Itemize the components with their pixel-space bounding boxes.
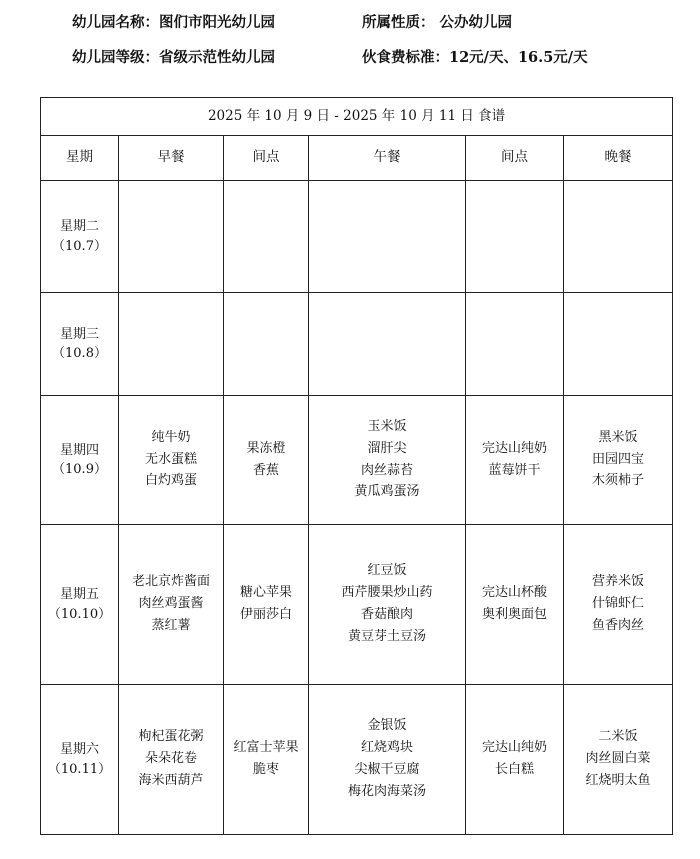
afternoon-snack-cell <box>466 293 564 396</box>
weekday-cell <box>41 181 119 293</box>
meal-fee-standard: 伙食费标准：12元/天、16.5元/天 <box>362 49 588 66</box>
dish-item: 无水蛋糕 <box>144 451 197 467</box>
date-label: （10.9） <box>52 462 107 477</box>
weekly-menu-table <box>40 97 673 835</box>
table-row <box>41 685 673 835</box>
dish-item: 完达山杯酸 <box>481 585 547 601</box>
dish-item: 西芹腰果炒山药 <box>341 585 433 601</box>
dish-item: 红烧鸡块 <box>360 740 413 756</box>
column-header-snack: 间点 <box>466 136 564 181</box>
dish-item: 朵朵花卷 <box>144 751 197 767</box>
date-label: （10.7） <box>52 238 107 254</box>
dish-item: 鱼香肉丝 <box>592 617 645 633</box>
date-label: （10.10） <box>47 606 112 622</box>
weekday-label: 星期三 <box>59 326 99 342</box>
weekday-cell <box>41 525 119 685</box>
menu-title: 2025 年 10 月 9 日 - 2025 年 10 月 11 日 食谱 <box>41 98 673 136</box>
dish-item: 肉丝鸡蛋酱 <box>138 596 204 612</box>
dish-item: 玉米饭 <box>367 418 407 434</box>
dish-item: 金银饭 <box>367 718 407 734</box>
dish-item: 糖心苹果 <box>239 585 292 601</box>
weekday-label: 星期四 <box>59 442 99 458</box>
dish-item: 肉丝圆白菜 <box>585 751 651 767</box>
dish-item: 奥利奥面包 <box>481 607 547 622</box>
dinner-cell <box>564 525 673 685</box>
dish-item: 海米西葫芦 <box>138 772 204 788</box>
kindergarten-grade: 幼儿园等级：省级示范性幼儿园 <box>72 49 275 66</box>
table-row <box>41 293 673 396</box>
weekday-cell <box>41 685 119 835</box>
afternoon-snack-cell <box>466 396 564 525</box>
weekday-cell <box>41 396 119 525</box>
dish-item: 肉丝蒜苔 <box>360 462 413 478</box>
dinner-cell <box>564 181 673 293</box>
breakfast-cell <box>119 396 224 525</box>
column-header-breakfast: 早餐 <box>119 136 224 181</box>
dish-item: 黑米饭 <box>598 429 638 445</box>
dish-item: 蓝莓饼干 <box>488 462 541 478</box>
lunch-cell <box>309 181 466 293</box>
dish-item: 枸杞蛋花粥 <box>138 729 204 745</box>
dish-item: 长白糕 <box>494 762 534 777</box>
morning-snack-cell <box>224 396 309 525</box>
dish-item: 尖椒干豆腐 <box>354 762 420 777</box>
breakfast-cell <box>119 293 224 396</box>
weekday-label: 星期六 <box>59 742 99 757</box>
column-header-dinner: 晚餐 <box>564 136 673 181</box>
dish-item: 香蕉 <box>252 462 279 478</box>
dish-item: 田园四宝 <box>592 451 645 467</box>
lunch-cell <box>309 293 466 396</box>
breakfast-cell <box>119 685 224 835</box>
dinner-cell <box>564 685 673 835</box>
dish-item: 脆枣 <box>252 762 279 777</box>
column-header-weekday: 星期 <box>41 136 119 181</box>
morning-snack-cell <box>224 293 309 396</box>
dish-item: 完达山纯奶 <box>481 740 547 756</box>
date-label: （10.11） <box>47 761 112 777</box>
dish-item: 什锦虾仁 <box>592 596 645 612</box>
dish-item: 红富士苹果 <box>233 740 299 756</box>
afternoon-snack-cell <box>466 525 564 685</box>
table-row <box>41 396 673 525</box>
morning-snack-cell <box>224 525 309 685</box>
dish-item: 老北京炸酱面 <box>131 574 210 590</box>
afternoon-snack-cell <box>466 181 564 293</box>
morning-snack-cell <box>224 685 309 835</box>
dish-item: 木须柿子 <box>592 473 645 489</box>
weekday-cell <box>41 293 119 396</box>
kindergarten-nature: 所属性质： 公办幼儿园 <box>362 14 513 31</box>
dish-item: 红烧明太鱼 <box>585 772 651 788</box>
table-row <box>41 525 673 685</box>
dish-item: 白灼鸡蛋 <box>144 473 197 489</box>
dish-item: 溜肝尖 <box>367 440 407 456</box>
afternoon-snack-cell <box>466 685 564 835</box>
kindergarten-name: 幼儿园名称：图们市阳光幼儿园 <box>72 14 275 31</box>
breakfast-cell <box>119 181 224 293</box>
dish-item: 伊丽莎白 <box>239 607 292 622</box>
dish-item: 黄瓜鸡蛋汤 <box>354 484 420 500</box>
dish-item: 香菇酿肉 <box>360 607 413 622</box>
lunch-cell <box>309 685 466 835</box>
lunch-cell <box>309 525 466 685</box>
dish-item: 纯牛奶 <box>151 429 191 445</box>
menu-header-row <box>41 136 673 181</box>
morning-snack-cell <box>224 181 309 293</box>
weekday-label: 星期二 <box>59 219 99 234</box>
dish-item: 梅花肉海菜汤 <box>347 783 426 799</box>
dish-item: 红豆饭 <box>367 563 407 579</box>
weekday-label: 星期五 <box>59 587 99 602</box>
breakfast-cell <box>119 525 224 685</box>
date-label: （10.8） <box>52 346 107 361</box>
dinner-cell <box>564 293 673 396</box>
menu-body <box>41 181 673 835</box>
lunch-cell <box>309 396 466 525</box>
dish-item: 黄豆芽土豆汤 <box>347 628 426 644</box>
dish-item: 二米饭 <box>598 729 638 745</box>
dish-item: 营养米饭 <box>592 574 645 590</box>
table-row <box>41 181 673 293</box>
column-header-snack: 间点 <box>224 136 309 181</box>
dish-item: 完达山纯奶 <box>481 440 547 456</box>
column-header-lunch: 午餐 <box>309 136 466 181</box>
dinner-cell <box>564 396 673 525</box>
dish-item: 蒸红薯 <box>151 617 191 633</box>
dish-item: 果冻橙 <box>246 440 286 456</box>
